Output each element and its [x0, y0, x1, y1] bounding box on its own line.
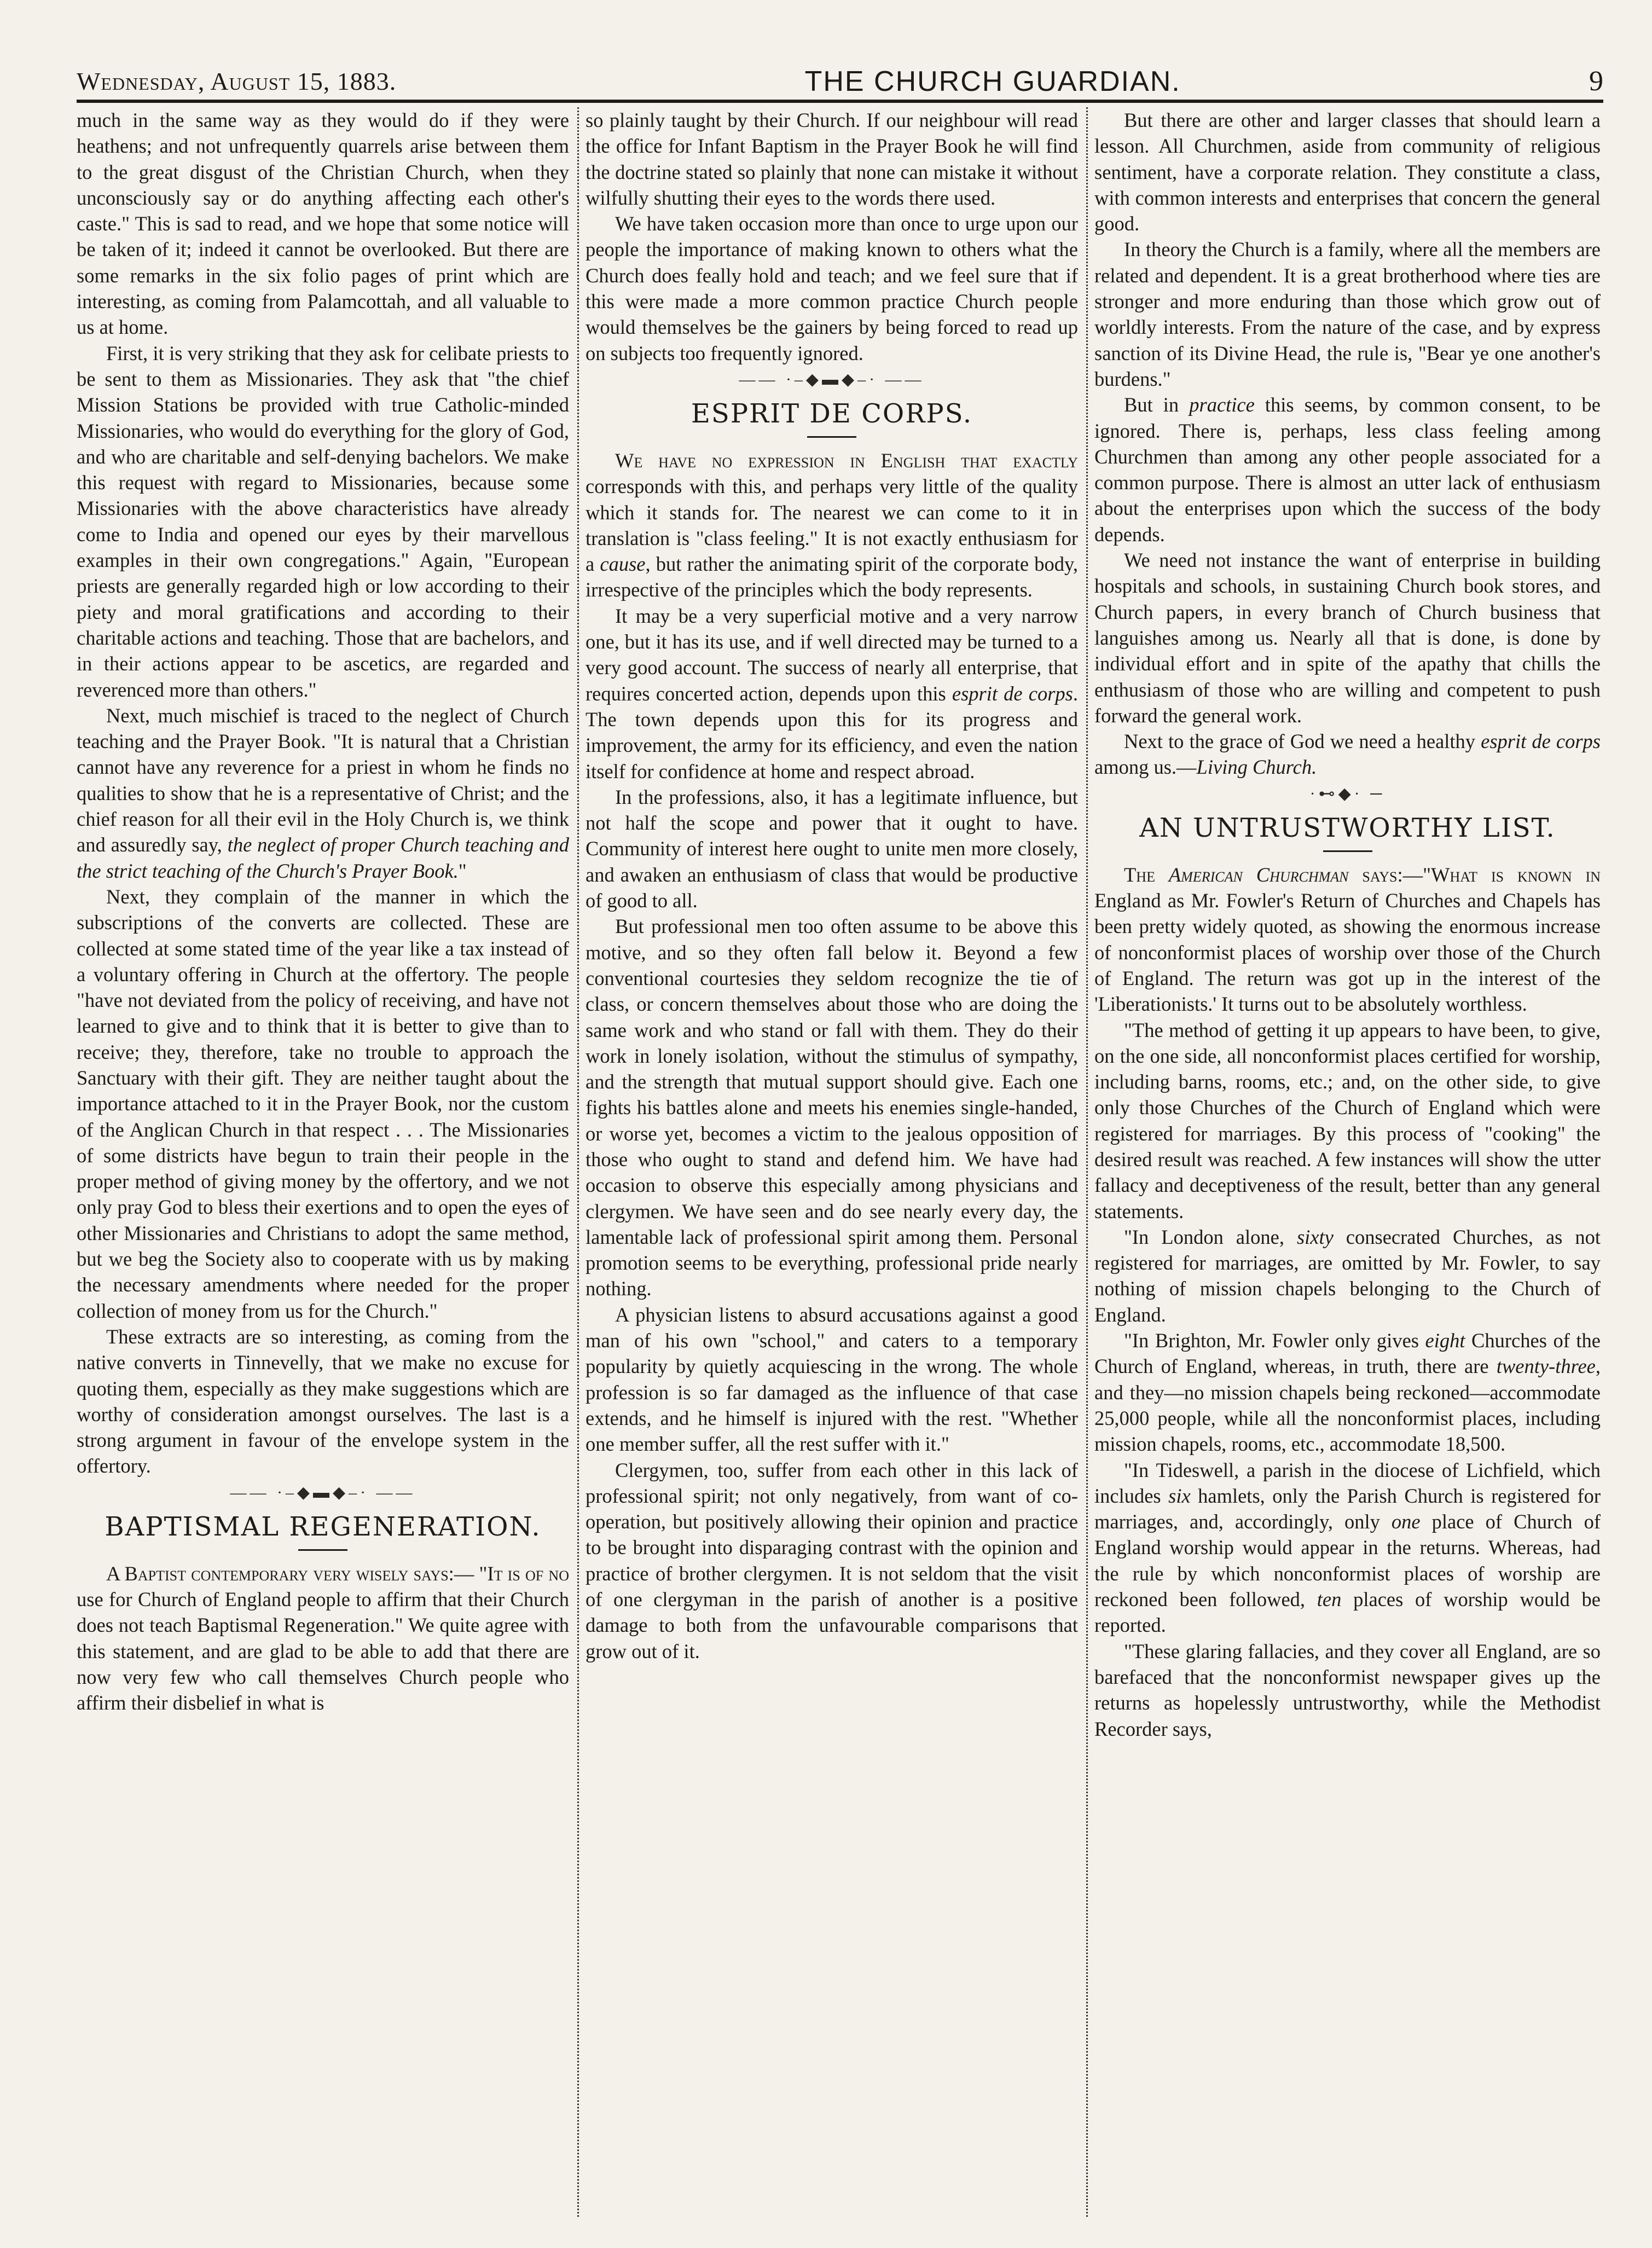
- article-paragraph: First, it is very striking that they ask for celibate priests to be sent to them as Missionaries. They ask that "the chief Mission Stations be provided with true Catholic-minded Missionaries, who would do everything for the glory of God, and who are charitable and self-denying bachelors. We make this request with regard to Missionaries, because some Missionaries with the above characteristics have already come to India and opened our eyes by their marvellous examples in their own congregations." Again, "European priests are generally regarded high or low according to their piety and moral gratifications and according to their charitable actions and teaching. Those that are bachelors, and in their actions appear to be ascetics, are regarded and reverenced more than others.": [77, 341, 569, 701]
- article-paragraph: The American Churchman says:—"What is known in England as Mr. Fowler's Return of Churches and Chapels has been pretty widely quoted, as showing the enormous increase of nonconformist places of worship over those of the Church of England. The return was got up in the interest of the 'Liberationists.' It turns out to be absolutely worthless.: [1094, 863, 1601, 1016]
- headline-baptismal-regeneration: BAPTISMAL REGENERATION.: [105, 1511, 541, 1542]
- article-paragraph: "These glaring fallacies, and they cover all England, are so barefaced that the nonconformist newspaper gives up the returns as hopelessly untrustworthy, while the Methodist Recorder says,: [1094, 1639, 1601, 1740]
- article-paragraph: It may be a very superficial motive and a very narrow one, but it has its use, and if well directed may be turned to a very good account. The success of nearly all enterprise, that requires concerted action, depends upon this esprit de corps. The town depends upon this for its progress and improvement, the army for its efficiency, and even the nation itself for confidence at home and respect abroad.: [586, 604, 1078, 783]
- article-paragraph: Next, they complain of the manner in which the subscriptions of the converts are collected. These are collected at some stated time of the year like a tax instead of a voluntary offering in Church at the offertory. The people "have not deviated from the policy of receiving, and have not learned to give and to think that it is better to give than to receive; they, therefore, take no trouble to approach the Sanctuary with their gift. They are neither taught about the importance attached to it in the Prayer Book, nor the custom of the Anglican Church in that respect . . . The Missionaries of some districts have begun to train their people in the proper method of giving money by the offertory, and we not only pray God to bless their exertions and to open the eyes of other Missionaries and Christians to adopt the same method, but we beg the Society also to cooperate with us by making the necessary amendments where needed for the proper collection of money from us for the Church.": [77, 885, 569, 1322]
- masthead-rule: [77, 100, 1603, 103]
- column-1: [77, 107, 569, 2217]
- article-paragraph: Next, much mischief is traced to the neglect of Church teaching and the Prayer Book. "It is natural that a Christian cannot have any reverence for a priest in whom he finds no qualities to show that he is a representative of Christ; and the chief reason for all their evil in the Holy Church is, we think and assuredly say, the neglect of proper Church teaching and the strict teaching of the Church's Prayer Book.": [77, 704, 569, 882]
- article-paragraph: Clergymen, too, suffer from each other in this lack of professional spirit; not only negatively, from want of co-operation, but positively allowing their opinion and practice to be brought into disparaging contrast with the opinion and practice of brother clergymen. It is not seldom that the visit of one clergyman in the parish of another is a positive damage to both from the unfavourable comparisons that grow out of it.: [586, 1458, 1078, 1662]
- newspaper-title: THE CHURCH GUARDIAN.: [804, 66, 1181, 97]
- article-paragraph: so plainly taught by their Church. If our neighbour will read the office for Infant Baptism in the Prayer Book he will find the doctrine stated so plainly that none can mistake it without wilfully shutting their eyes to the words there used.: [586, 109, 1078, 209]
- page-number: 9: [1589, 66, 1603, 97]
- column-divider-1: [577, 107, 579, 2217]
- article-paragraph: We have no expression in English that exactly corresponds with this, and perhaps very little of the quality which it stands for. The nearest we can come to it in translation is "class feeling." It is not exactly enthusiasm for a cause, but rather the animating spirit of the corporate body, irrespective of the principles which the body represents.: [586, 449, 1078, 601]
- section-divider: ·⊷◆· ─: [1309, 784, 1386, 803]
- headline-esprit-de-corps: ESPRIT DE CORPS.: [691, 398, 973, 429]
- article-paragraph: But professional men too often assume to be above this motive, and so they often fall below it. Beyond a few conventional courtesies they seldom recognize the tie of class, or concern themselves about those who are doing the same work and who stand or fall with them. They do their work in lonely isolation, without the stimulus of sympathy, and the strength that mutual support should give. Each one fights his battles alone and meets his enemies single-handed, or worse yet, becomes a victim to the jealous opposition of those who ought to stand and defend him. We have had occasion to observe this especially among physicians and clergymen. We have seen and do see nearly every day, the lamentable lack of professional spirit among them. Personal promotion seems to be everything, professional pride nearly nothing.: [586, 915, 1078, 1300]
- column-divider-2: [1086, 107, 1088, 2217]
- article-paragraph: A physician listens to absurd accusations against a good man of his own "school," and caters to a temporary popularity by quietly acquiescing in the wrong. The whole profession is so far damaged as the influence of that case extends, and he himself is injured with the rest. "Whether one member suffer, all the rest suffer with it.": [586, 1303, 1078, 1456]
- article-paragraph: We need not instance the want of enterprise in building hospitals and schools, in sustaining Church book stores, and Church papers, in every branch of Church business that languishes among us. Nearly all that is done, is done by individual effort and in spite of the apathy that chills the enthusiasm of those who are willing and competent to push forward the general work.: [1094, 549, 1601, 727]
- headline-untrustworthy-list: AN UNTRUSTWORTHY LIST.: [1139, 812, 1556, 843]
- article-paragraph: "In London alone, sixty consecrated Churches, as not registered for marriages, are omitted by Mr. Fowler, to say nothing of mission chapels belonging to the Church of England.: [1094, 1225, 1601, 1326]
- article-paragraph: But in practice this seems, by common consent, to be ignored. There is, perhaps, less class feeling among Churchmen than among any other people associated for a common purpose. There is almost an utter lack of enthusiasm about the enterprises upon which the success of the body depends.: [1094, 393, 1601, 546]
- article-paragraph: "In Brighton, Mr. Fowler only gives eight Churches of the Church of England, whereas, in truth, there are twenty-three, and they—no mission chapels being reckoned—accommodate 25,000 people, while all the nonconformist places, including mission chapels, rooms, etc., accommodate 18,500.: [1094, 1329, 1601, 1456]
- article-paragraph: much in the same way as they would do if they were heathens; and not unfrequently quarrels arise between them to the great disgust of the Christian Church, when they unconsciously say or do anything affecting each other's caste." This is sad to read, and we hope that some notice will be taken of it; indeed it cannot be overlooked. But there are some remarks in the six folio pages of print which are interesting, as coming from Palamcottah, and all valuable to us at home.: [77, 109, 569, 339]
- column-2: [586, 107, 1078, 2217]
- article-paragraph: These extracts are so interesting, as coming from the native converts in Tinnevelly, that we make no excuse for quoting them, especially as they make suggestions which are worthy of consideration amongst ourselves. The last is a strong argument in favour of the envelope system in the offertory.: [77, 1325, 569, 1478]
- section-divider: —— ·–◆▬◆–· ——: [739, 370, 925, 389]
- article-paragraph: "The method of getting it up appears to have been, to give, on the one side, all nonconformist places certified for worship, including barns, rooms, etc.; and, on the other side, to give only those Churches of the Church of England which were registered for marriages. By this process of "cooking" the desired result was reached. A few instances will show the utter fallacy and deceptiveness of the result, better than any general statements.: [1094, 1018, 1601, 1223]
- source-credit: Living Church.: [1196, 756, 1317, 779]
- section-divider: —— ·–◆▬◆–· ——: [230, 1483, 416, 1502]
- article-paragraph: "In Tideswell, a parish in the diocese of Lichfield, which includes six hamlets, only the Parish Church is registered for marriages, and, accordingly, only one place of Church of England worship would appear in the returns. Whereas, had the rule by which nonconformist places of worship are reckoned been followed, ten places of worship would be reported.: [1094, 1458, 1601, 1637]
- column-3: [1094, 107, 1601, 2217]
- headline-rule: [298, 1549, 347, 1551]
- headline-rule: [1323, 850, 1372, 852]
- article-paragraph: We have taken occasion more than once to urge upon our people the importance of making known to others what the Church does feally hold and teach; and we feel sure that if this were made a more common practice Church people would themselves be the gainers by being forced to read up on subjects too frequently ignored.: [586, 212, 1078, 364]
- article-paragraph: A Baptist contemporary very wisely says:— "It is of no use for Church of England people to affirm that their Church does not teach Baptismal Regeneration." We quite agree with this statement, and are glad to be able to add that there are now very few who call themselves Church people who affirm their disbelief in what is: [77, 1562, 569, 1714]
- article-paragraph: In the professions, also, it has a legitimate influence, but not half the scope and power that it ought to have. Community of interest here ought to unite men more closely, and awaken an enthusiasm of class that would be productive of good to all.: [586, 785, 1078, 912]
- article-paragraph: Next to the grace of God we need a healthy esprit de corps among us.—Living Church.: [1094, 730, 1601, 779]
- headline-rule: [807, 436, 856, 438]
- article-paragraph: In theory the Church is a family, where all the members are related and dependent. It is a great brotherhood where ties are stronger and more enduring than those which grow out of worldly interests. From the nature of the case, and by express sanction of its Divine Head, the rule is, "Bear ye one another's burdens.": [1094, 238, 1601, 390]
- masthead: [77, 61, 1603, 96]
- article-paragraph: But there are other and larger classes that should learn a lesson. All Churchmen, aside from community of religious sentiment, have a corporate relation. They constitute a class, with common interests and enterprises that concern the general good.: [1094, 109, 1601, 235]
- issue-date: Wednesday, August 15, 1883.: [77, 67, 397, 95]
